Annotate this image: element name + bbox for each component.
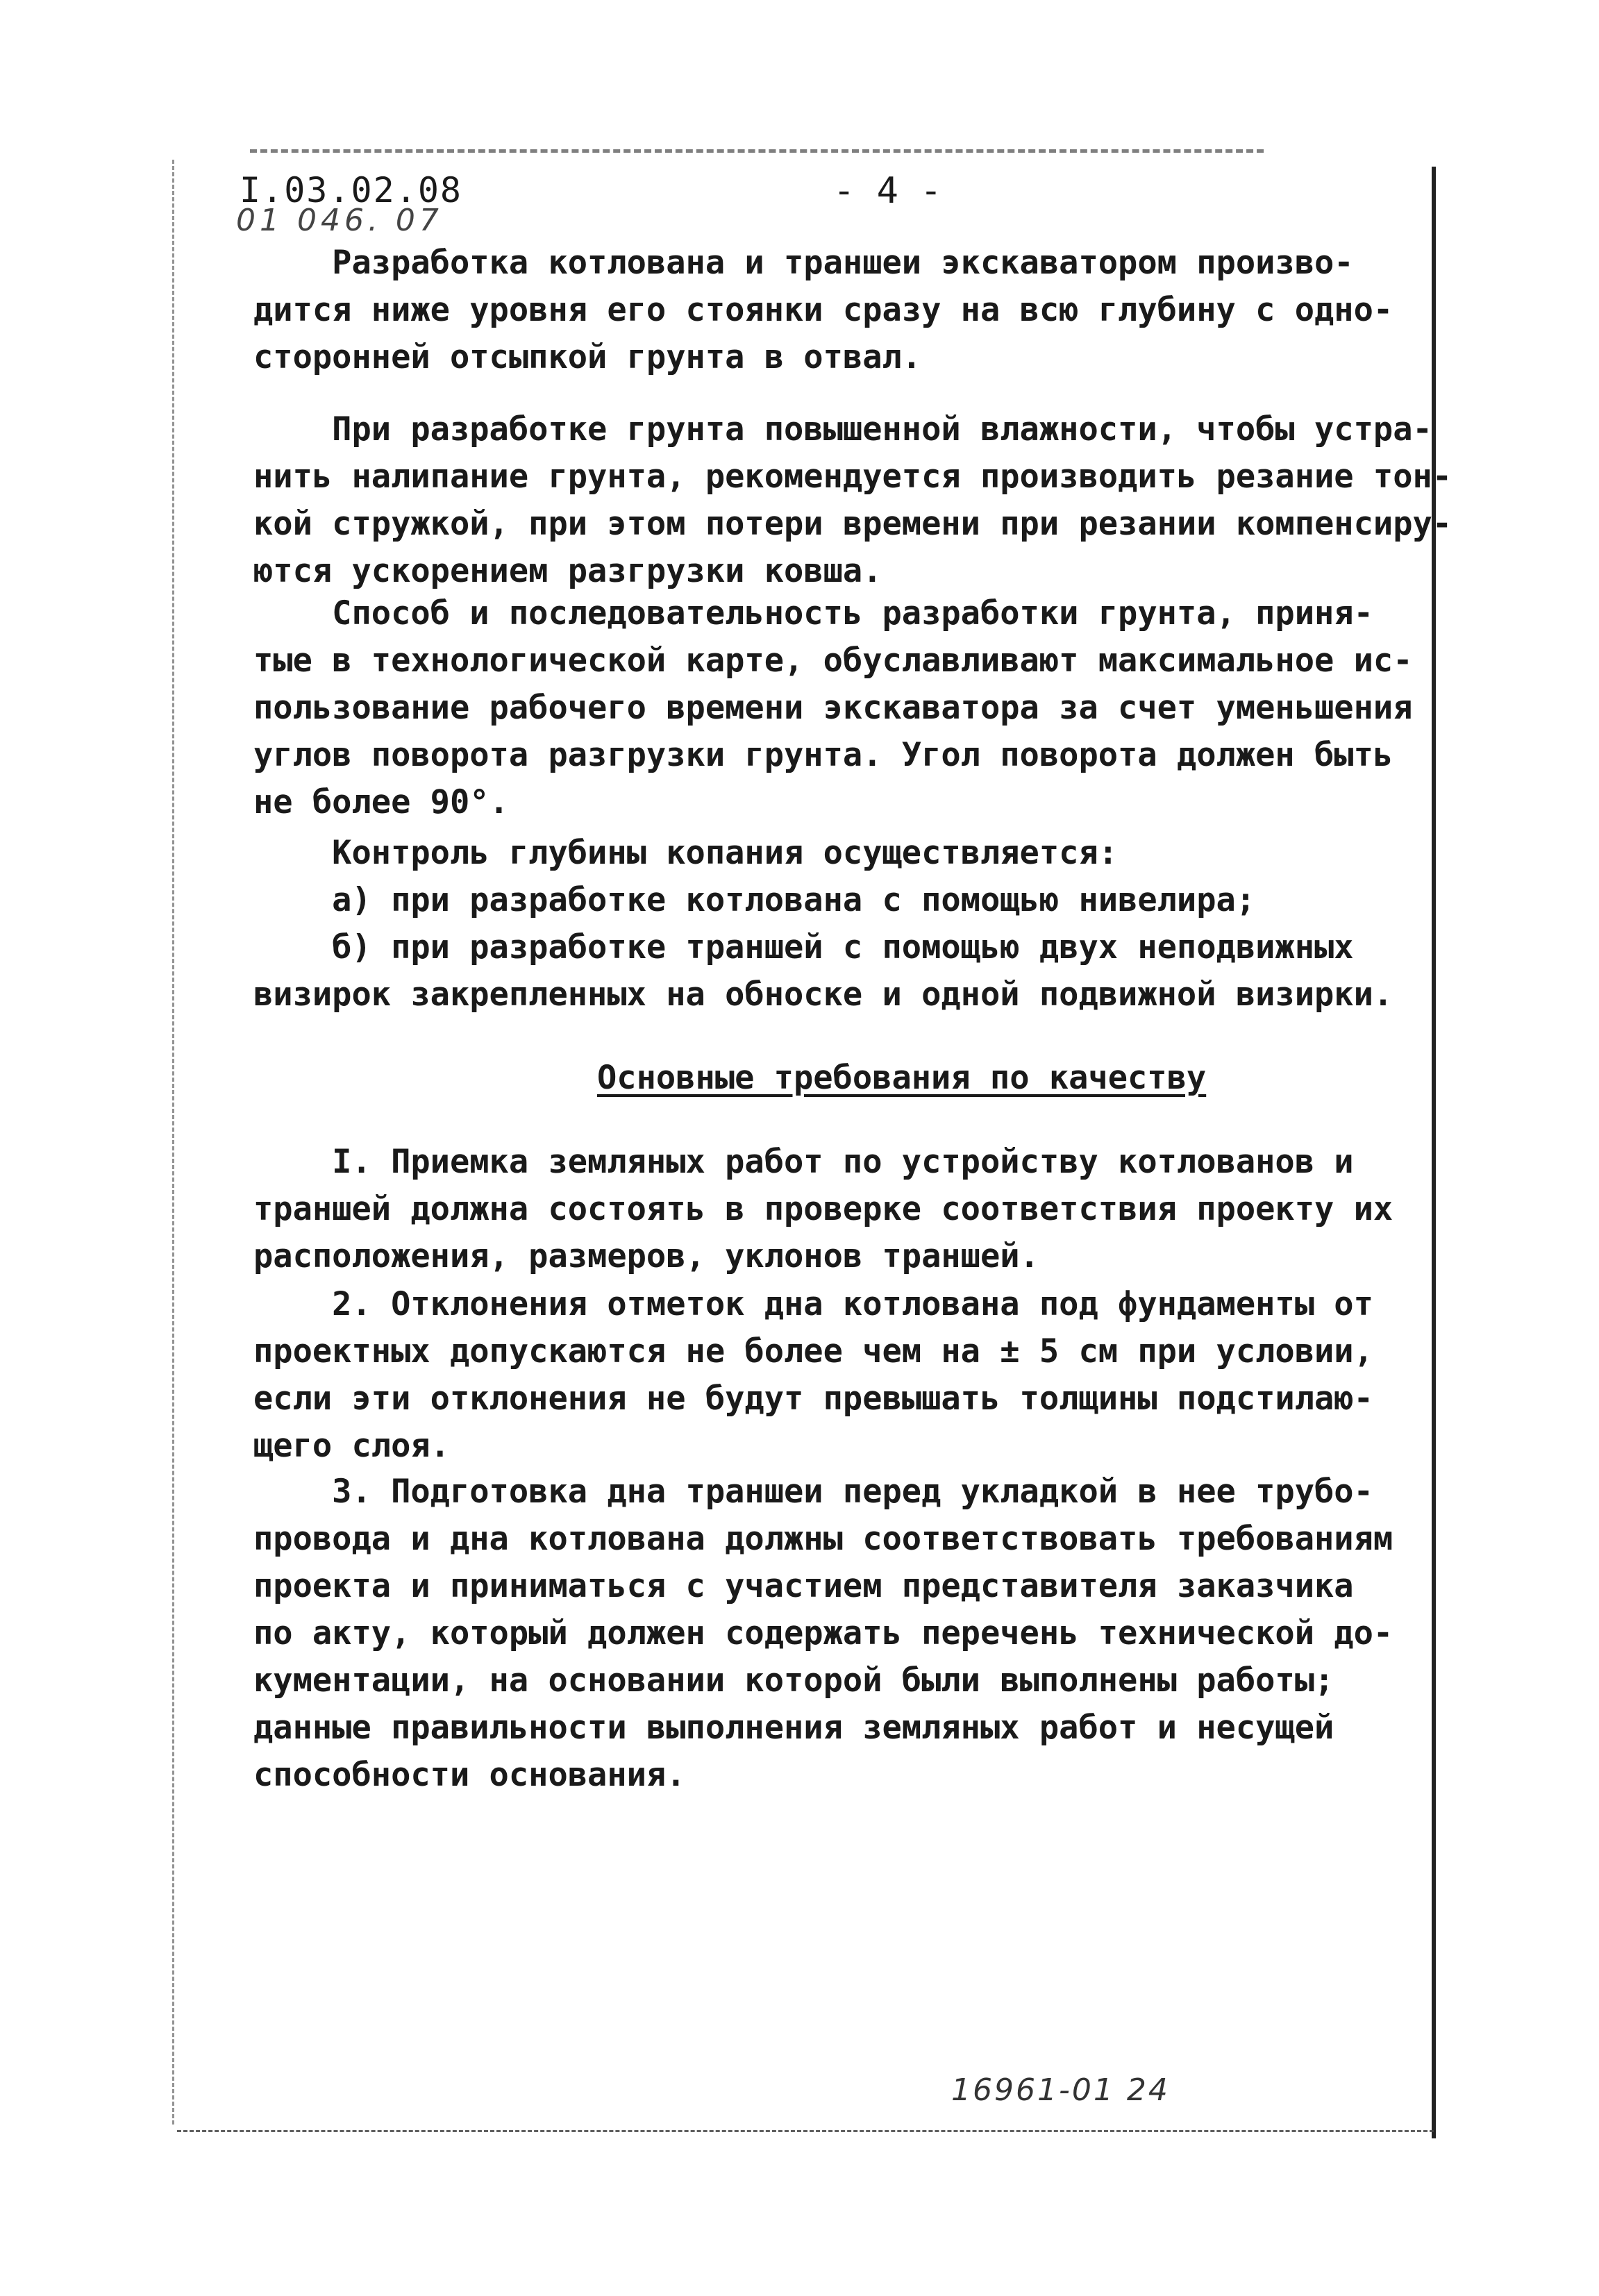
frame-left-line [172,160,174,2125]
page-number: - 4 - [833,170,942,212]
frame-top-line [250,149,1264,153]
frame-bottom-line [177,2130,1434,2132]
paragraph-depth-control: Контроль глубины копания осуществляется: а) при разработке котлована с помощью нивелира; б) при разработке траншей с помощью двух неподвижных визирок закрепленных на обноске и одной подвижной визирки. [253,834,1393,1014]
paragraph-requirement-2: 2. Отклонения отметок дна котлована под фундаменты от проектных допускаются не более чем на ± 5 см при условии, если эти отклонения не будут превышать толщины подстилаю- щего слоя. [253,1285,1373,1465]
handwritten-subcode: 01 046. 07 [236,203,443,238]
paragraph-method-sequence: Способ и последовательность разработки грунта, приня- тые в технологической карте, обуславливают максимальное ис- пользование рабочего времени экскаватора за счет уменьшения углов поворота разгрузки грунта. Угол поворота должен быть не более 90°. [253,594,1413,821]
section-heading: Основные требования по качеству [597,1059,1207,1097]
paragraph-excavation: Разработка котлована и траншеи экскаватором произво- дится ниже уровня его стоянки сразу на всю глубину с одно- сторонней отсыпкой грунта в отвал. [253,244,1393,376]
paragraph-moist-soil: При разработке грунта повышенной влажности, чтобы устра- нить налипание грунта, рекомендуется производить резание тон- кой стружкой, при этом потери времени при резании компенсиру- ются ускорением разгрузки ковша. [253,410,1453,590]
paragraph-requirement-3: 3. Подготовка дна траншеи перед укладкой в нее трубо- провода и дна котлована должны соответствовать требованиям проекта и приниматься с участием представителя заказчика по акту, который должен содержать перечень технической до- кументации, на основании которой были выполнены работы; данные правильности выполнения земляных работ и несущей способности основания. [253,1473,1393,1794]
document-code: I.03.02.08 [240,170,463,210]
archive-code: 16961-01 24 [951,2072,1170,2108]
paragraph-requirement-1: I. Приемка земляных работ по устройству котлованов и траншей должна состоять в проверке соответствия проекту их расположения, размеров, уклонов траншей. [253,1143,1393,1275]
